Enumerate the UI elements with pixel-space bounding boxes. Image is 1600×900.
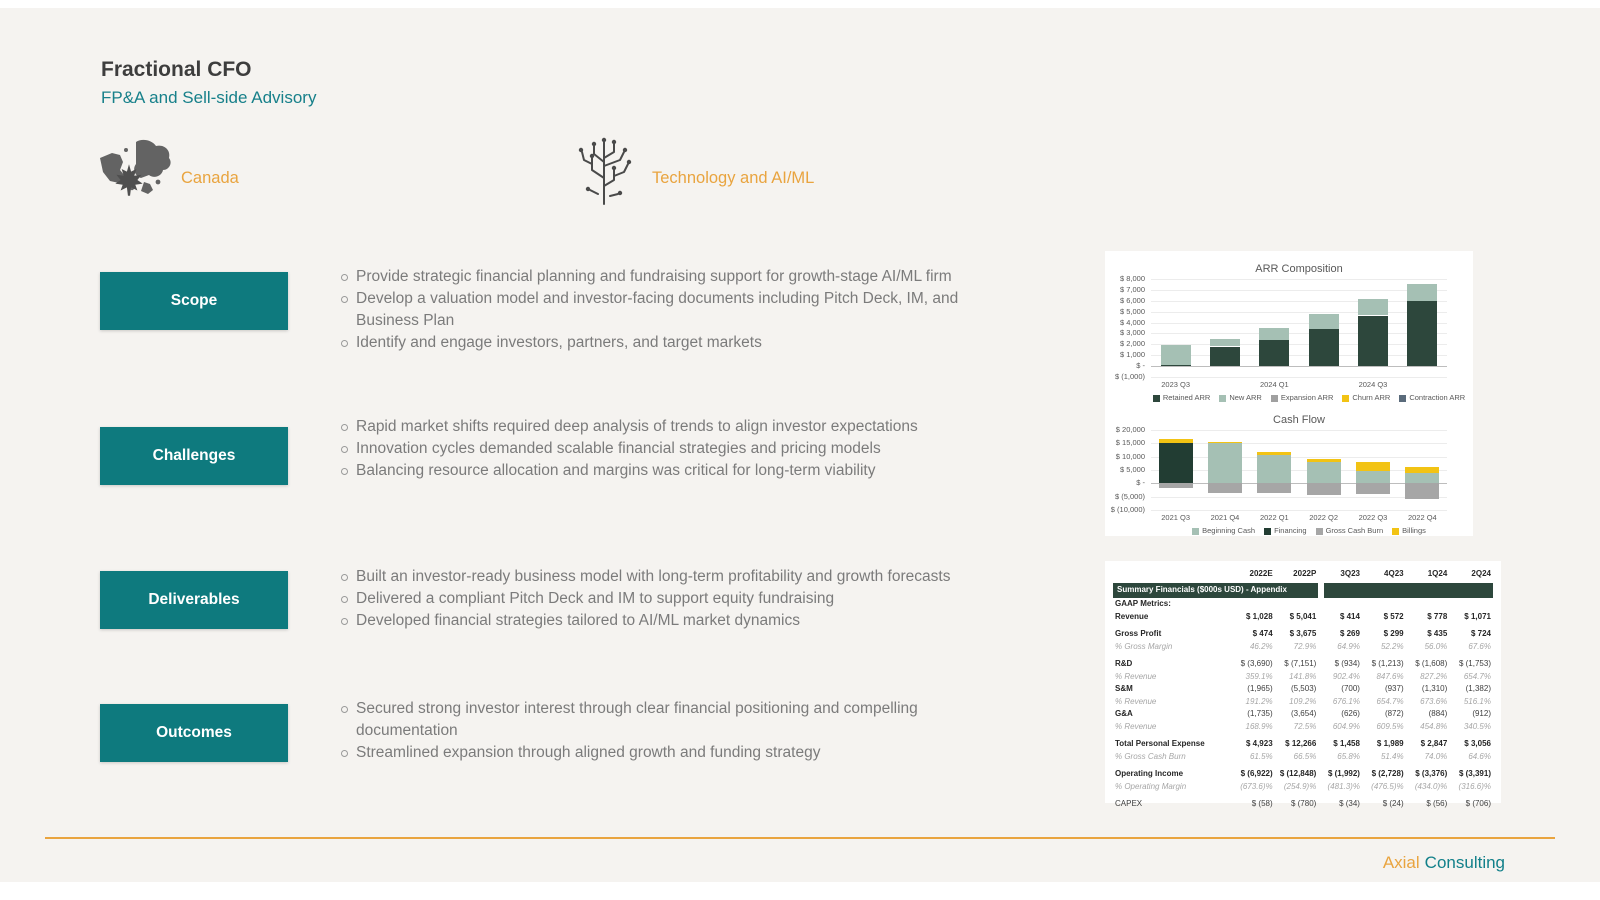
cell-value: (1,735) — [1247, 709, 1273, 718]
gridline — [1151, 279, 1447, 280]
y-axis-label: $ 6,000 — [1119, 295, 1145, 305]
industry-label: Technology and AI/ML — [652, 169, 815, 187]
bullet-item: Innovation cycles demanded scalable financial strategies and pricing models — [338, 438, 1010, 460]
gridline — [1151, 290, 1447, 291]
cell-value: $ 1,028 — [1245, 611, 1273, 621]
cell-value: $ 778 — [1427, 611, 1448, 621]
cell-value: (1,382) — [1465, 684, 1491, 693]
cell-value: $ (7,151) — [1284, 659, 1317, 668]
row-label: Total Personal Expense — [1115, 739, 1205, 748]
cell-value: 516.1% — [1463, 696, 1491, 706]
bar-segment — [1358, 316, 1388, 367]
row-label: % Revenue — [1115, 671, 1157, 681]
y-axis-label: $ 3,000 — [1119, 328, 1145, 338]
legend-swatch — [1392, 528, 1399, 535]
legend-swatch — [1271, 395, 1278, 402]
gridline — [1151, 333, 1447, 334]
y-axis-label: $ 8,000 — [1119, 274, 1145, 283]
scope-label-box: Scope — [100, 272, 288, 330]
bar-segment — [1358, 299, 1388, 315]
cell-value: $ 5,041 — [1289, 611, 1317, 621]
bar-segment — [1356, 462, 1390, 471]
bullet-item: Developed financial strategies tailored to AI/ML market dynamics — [338, 610, 1010, 632]
cell-value: $ (12,848) — [1279, 769, 1317, 778]
bullet-item: Secured strong investor interest through clear financial positioning and compelling documentation — [338, 698, 1010, 742]
cell-value: 340.5% — [1463, 721, 1491, 731]
gridline — [1151, 430, 1447, 431]
table-band-right — [1318, 583, 1493, 599]
cell-value: 72.9% — [1293, 641, 1317, 651]
financial-summary-table — [1105, 561, 1501, 808]
cell-value: (476.5)% — [1371, 781, 1404, 791]
legend-item — [1271, 393, 1334, 402]
cell-value: 66.5% — [1293, 751, 1317, 761]
x-axis-label: 2021 Q4 — [1210, 513, 1240, 522]
cell-value: 609.5% — [1376, 721, 1404, 731]
gridline — [1151, 497, 1447, 498]
arr-composition-chart — [1105, 263, 1473, 402]
x-axis-label: 2022 Q1 — [1259, 513, 1289, 522]
row-label: % Gross Cash Burn — [1115, 751, 1186, 761]
cell-value: 109.2% — [1289, 696, 1317, 706]
cell-value: 359.1% — [1245, 671, 1273, 681]
table-row — [1113, 798, 1493, 811]
cell-value: 51.4% — [1380, 751, 1404, 761]
cell-value — [1318, 598, 1362, 611]
cell-value: 654.7% — [1463, 671, 1491, 681]
table-row — [1113, 768, 1493, 781]
legend-item — [1342, 393, 1390, 402]
bullet-item: Delivered a compliant Pitch Deck and IM to support equity fundraising — [338, 588, 1010, 610]
cell-value: 67.6% — [1468, 641, 1491, 651]
y-axis-label: $ 4,000 — [1119, 317, 1145, 327]
cell-value — [1231, 598, 1275, 611]
bullet-item: Streamlined expansion through aligned growth and funding strategy — [338, 742, 1010, 764]
cell-value: 52.2% — [1380, 641, 1404, 651]
cell-value: (434.0)% — [1414, 781, 1448, 791]
page-title: Fractional CFO — [101, 58, 252, 81]
cell-value: 64.6% — [1468, 751, 1491, 761]
x-axis-label: 2024 Q1 — [1259, 380, 1289, 389]
x-axis-labels — [1151, 513, 1447, 524]
bar-segment — [1405, 483, 1439, 499]
gridline — [1151, 483, 1447, 484]
y-axis-label: $ 1,000 — [1119, 350, 1145, 360]
gridline — [1151, 344, 1447, 345]
cell-value: $ (1,992) — [1327, 769, 1360, 778]
chart-plot-area — [1114, 274, 1447, 381]
challenges-bullet-list — [338, 416, 1010, 482]
chart-legend — [1145, 393, 1473, 402]
cell-value: $ 3,056 — [1464, 739, 1491, 748]
gridline — [1151, 323, 1447, 324]
legend-swatch — [1153, 395, 1160, 402]
financial-table — [1113, 568, 1493, 811]
x-axis-label: 2024 Q3 — [1358, 380, 1388, 389]
cell-value: $ 1,989 — [1376, 739, 1404, 748]
cell-value: 74.0% — [1424, 751, 1448, 761]
cell-value: (5,503) — [1290, 684, 1317, 693]
cell-value: (673.6)% — [1240, 781, 1273, 791]
bullet-item: Provide strategic financial planning and fundraising support for growth-stage AI/ML firm — [338, 266, 1010, 288]
row-label: % Gross Margin — [1115, 641, 1173, 651]
legend-item — [1316, 526, 1384, 535]
bar-segment — [1405, 467, 1439, 473]
cell-value: $ 474 — [1252, 629, 1273, 638]
cell-value: $ 269 — [1339, 629, 1360, 638]
chart-plot-area — [1110, 425, 1447, 514]
legend-swatch — [1316, 528, 1323, 535]
cell-value: $ (2,728) — [1371, 769, 1404, 778]
bar-segment — [1208, 443, 1242, 484]
canada-map-icon — [98, 138, 174, 209]
cell-value — [1406, 598, 1450, 611]
chart-title: ARR Composition — [1255, 263, 1343, 275]
legend-swatch — [1399, 395, 1406, 402]
y-axis-label: $ 15,000 — [1115, 438, 1145, 448]
footer-divider — [45, 837, 1555, 839]
cell-value: 141.8% — [1289, 671, 1317, 681]
table-row — [1113, 781, 1493, 794]
x-axis-label: 2022 Q2 — [1309, 513, 1339, 522]
cell-value: (1,965) — [1247, 684, 1273, 693]
table-row — [1113, 611, 1493, 624]
cell-value: 191.2% — [1245, 696, 1273, 706]
bar-segment — [1309, 314, 1339, 329]
bullet-item: Identify and engage investors, partners, and target markets — [338, 332, 1010, 354]
legend-label: Retained ARR — [1162, 393, 1211, 402]
legend-label: Churn ARR — [1352, 393, 1391, 402]
circuit-tree-icon — [574, 134, 634, 211]
legend-label: Financing — [1274, 526, 1307, 535]
bar-segment — [1161, 345, 1191, 365]
cell-value: (626) — [1341, 709, 1360, 718]
bar-segment — [1356, 471, 1390, 484]
table-band-title: Summary Financials ($000s USD) - Appendix — [1113, 583, 1318, 599]
cell-value: $ 12,266 — [1285, 739, 1317, 748]
cell-value: $ 4,923 — [1245, 739, 1273, 748]
brand-primary: Axial — [1382, 853, 1420, 872]
legend-label: Contraction ARR — [1409, 393, 1466, 402]
cell-value: 604.9% — [1332, 721, 1360, 731]
table-row — [1113, 751, 1493, 764]
table-row — [1113, 671, 1493, 684]
y-axis-label: $ (5,000) — [1114, 491, 1145, 501]
cell-value: $ (1,608) — [1415, 659, 1448, 668]
cell-value: $ 414 — [1339, 611, 1360, 621]
y-axis-label: $ (1,000) — [1114, 372, 1145, 381]
bar-segment — [1208, 442, 1242, 443]
bullet-item: Built an investor-ready business model with long-term profitability and growth forecasts — [338, 566, 1010, 588]
column-header: 4Q23 — [1384, 569, 1404, 578]
table-row — [1113, 598, 1493, 611]
outcomes-label-box: Outcomes — [100, 704, 288, 762]
cell-value: (481.3)% — [1327, 781, 1360, 791]
cell-value: 676.1% — [1332, 696, 1360, 706]
bar-segment — [1257, 483, 1291, 492]
cell-value: 56.0% — [1424, 641, 1448, 651]
y-axis-label: $ 10,000 — [1115, 451, 1145, 461]
cell-value: 454.8% — [1420, 721, 1448, 731]
y-axis-label: $ (10,000) — [1110, 505, 1145, 514]
gridline — [1151, 301, 1447, 302]
cell-value: (316.6)% — [1458, 781, 1491, 791]
chart-title: Cash Flow — [1273, 414, 1325, 426]
cell-value: 61.5% — [1249, 751, 1273, 761]
gridline — [1151, 312, 1447, 313]
bar-segment — [1159, 439, 1193, 444]
y-axis-label: $ 5,000 — [1119, 465, 1145, 474]
slide — [0, 8, 1600, 882]
bar-segment — [1159, 443, 1193, 483]
cell-value: $ (1,213) — [1371, 659, 1404, 668]
row-label: R&D — [1115, 659, 1133, 668]
challenges-label-box: Challenges — [100, 427, 288, 485]
row-label: Operating Income — [1115, 769, 1184, 778]
y-axis-label: $ - — [1136, 361, 1145, 371]
cell-value: $ 3,675 — [1289, 629, 1317, 638]
cell-value: (1,310) — [1421, 684, 1448, 693]
x-axis-label: 2022 Q3 — [1358, 513, 1388, 522]
cell-value: 72.5% — [1293, 721, 1317, 731]
bar-segment — [1309, 329, 1339, 366]
bullet-item: Develop a valuation model and investor-facing documents including Pitch Deck, IM, and Business Plan — [338, 288, 1010, 332]
gridline — [1151, 470, 1447, 471]
cell-value: 65.8% — [1337, 751, 1360, 761]
legend-swatch — [1264, 528, 1271, 535]
row-label: GAAP Metrics: — [1115, 599, 1171, 608]
row-label: % Operating Margin — [1115, 781, 1187, 791]
chart-legend — [1145, 526, 1473, 535]
y-axis-label: $ 2,000 — [1119, 339, 1145, 349]
gridline — [1151, 377, 1447, 378]
cell-value: (3,654) — [1290, 709, 1317, 718]
y-axis-label: $ - — [1136, 478, 1145, 488]
row-label: G&A — [1115, 709, 1133, 718]
x-axis-label: 2023 Q3 — [1161, 380, 1191, 389]
bullet-item: Rapid market shifts required deep analysis of trends to align investor expectations — [338, 416, 1010, 438]
cell-value: $ (3,376) — [1415, 769, 1448, 778]
bar-segment — [1407, 301, 1437, 366]
bar-segment — [1257, 452, 1291, 455]
bar-segment — [1405, 473, 1439, 483]
x-axis-label: 2022 Q4 — [1407, 513, 1437, 522]
cell-value: 64.9% — [1337, 641, 1360, 651]
legend-item — [1153, 393, 1211, 402]
row-label: CAPEX — [1115, 799, 1143, 808]
region-label: Canada — [181, 169, 239, 187]
bar-segment — [1159, 483, 1193, 488]
footer-brand — [1383, 853, 1505, 873]
row-label: S&M — [1115, 684, 1133, 693]
bar-segment — [1307, 459, 1341, 463]
bar-segment — [1307, 462, 1341, 483]
cell-value — [1362, 598, 1406, 611]
cell-value: 827.2% — [1420, 671, 1448, 681]
deliverables-bullet-list — [338, 566, 1010, 632]
bar-segment — [1259, 328, 1289, 340]
cell-value: $ 435 — [1427, 629, 1448, 638]
cell-value: (872) — [1384, 709, 1404, 718]
table-row — [1113, 683, 1493, 696]
cell-value: $ (34) — [1339, 799, 1360, 808]
cell-value: 168.9% — [1245, 721, 1273, 731]
table-row — [1113, 628, 1493, 641]
bar-segment — [1161, 365, 1191, 366]
table-row — [1113, 738, 1493, 751]
table-row — [1113, 721, 1493, 734]
gridline — [1151, 366, 1447, 367]
legend-swatch — [1192, 528, 1199, 535]
bar-segment — [1307, 483, 1341, 495]
legend-label: Expansion ARR — [1280, 393, 1334, 402]
gridline — [1151, 443, 1447, 444]
column-header: 2022P — [1293, 569, 1317, 578]
scope-bullet-list — [338, 266, 1010, 354]
cell-value: $ (3,391) — [1458, 769, 1491, 778]
row-label: % Revenue — [1115, 696, 1157, 706]
column-header — [1113, 568, 1231, 583]
cell-value: $ 299 — [1383, 629, 1404, 638]
cash-flow-chart — [1105, 414, 1473, 535]
bar-segment — [1210, 347, 1240, 367]
table-row — [1113, 708, 1493, 721]
cell-value: (254.9)% — [1283, 781, 1317, 791]
legend-label: Beginning Cash — [1202, 526, 1256, 535]
cell-value: 902.4% — [1332, 671, 1360, 681]
cell-value: 847.6% — [1376, 671, 1404, 681]
table-row — [1113, 641, 1493, 654]
cell-value: (937) — [1384, 684, 1404, 693]
legend-item — [1392, 526, 1426, 535]
cell-value: $ (24) — [1382, 799, 1404, 808]
cell-value: 46.2% — [1249, 641, 1273, 651]
cell-value: (884) — [1428, 709, 1448, 718]
table-row — [1113, 696, 1493, 709]
cell-value: $ (58) — [1251, 799, 1273, 808]
bar-segment — [1356, 483, 1390, 494]
cell-value: 654.7% — [1376, 696, 1404, 706]
row-label: Gross Profit — [1115, 629, 1162, 638]
legend-item — [1399, 393, 1465, 402]
cell-value — [1275, 598, 1319, 611]
charts-card — [1105, 251, 1473, 536]
cell-value: $ 1,071 — [1464, 611, 1491, 621]
y-axis-label: $ 20,000 — [1115, 425, 1145, 434]
cell-value: $ 2,847 — [1420, 739, 1448, 748]
bar-segment — [1259, 340, 1289, 366]
bar-segment — [1257, 455, 1291, 484]
cell-value: $ (706) — [1465, 799, 1491, 808]
gridline — [1151, 355, 1447, 356]
page-subtitle: FP&A and Sell-side Advisory — [101, 88, 317, 107]
legend-swatch — [1219, 395, 1226, 402]
cell-value: $ (56) — [1426, 799, 1448, 808]
bar-segment — [1208, 483, 1242, 492]
column-header: 2022E — [1249, 569, 1273, 578]
gridline — [1151, 510, 1447, 511]
x-axis-labels — [1151, 380, 1447, 391]
gridline — [1151, 457, 1447, 458]
cell-value: $ 1,458 — [1333, 739, 1360, 748]
legend-item — [1264, 526, 1307, 535]
bar-segment — [1407, 284, 1437, 301]
legend-item — [1192, 526, 1255, 535]
bullet-item: Balancing resource allocation and margins was critical for long-term viability — [338, 460, 1010, 482]
cell-value: $ (6,922) — [1240, 769, 1273, 778]
row-label: Revenue — [1115, 611, 1149, 621]
deliverables-label-box: Deliverables — [100, 571, 288, 629]
legend-item — [1219, 393, 1262, 402]
y-axis-label: $ 7,000 — [1119, 284, 1145, 294]
y-axis-label: $ 5,000 — [1119, 306, 1145, 316]
row-label: % Revenue — [1115, 721, 1157, 731]
cell-value: (912) — [1472, 709, 1491, 718]
cell-value: (700) — [1341, 684, 1360, 693]
brand-secondary: Consulting — [1424, 853, 1505, 872]
column-header: 3Q23 — [1340, 569, 1360, 578]
cell-value: $ 724 — [1470, 629, 1491, 638]
table-row — [1113, 658, 1493, 671]
column-header: 1Q24 — [1427, 569, 1448, 578]
legend-label: Gross Cash Burn — [1325, 526, 1384, 535]
cell-value: 673.6% — [1420, 696, 1448, 706]
cell-value: $ (780) — [1290, 799, 1317, 808]
cell-value: $ (3,690) — [1240, 659, 1273, 668]
cell-value: $ (1,753) — [1458, 659, 1491, 668]
cell-value: $ (934) — [1334, 659, 1360, 668]
legend-label: New ARR — [1229, 393, 1262, 402]
legend-label: Billings — [1402, 526, 1426, 535]
bar-segment — [1210, 339, 1240, 347]
legend-swatch — [1342, 395, 1349, 402]
outcomes-bullet-list — [338, 698, 1010, 764]
x-axis-label: 2021 Q3 — [1161, 513, 1191, 522]
column-header: 2Q24 — [1471, 569, 1491, 578]
cell-value — [1449, 598, 1493, 611]
cell-value: $ 572 — [1383, 611, 1404, 621]
